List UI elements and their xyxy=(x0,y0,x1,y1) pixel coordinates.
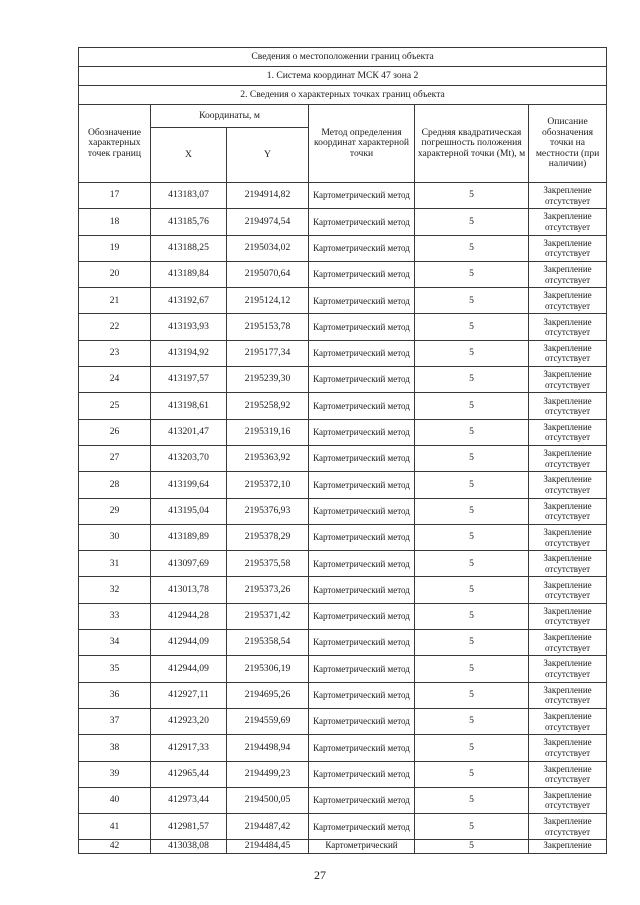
cell-point: 20 xyxy=(79,261,151,287)
cell-point: 34 xyxy=(79,630,151,656)
cell-point: 36 xyxy=(79,682,151,708)
header-method: Метод определения координат характерной точки xyxy=(309,105,415,183)
table-row xyxy=(79,340,607,366)
table-row xyxy=(79,551,607,577)
cell-x: 413199,64 xyxy=(151,472,227,498)
cell-y: 2195070,64 xyxy=(227,261,309,287)
cell-y: 2195258,92 xyxy=(227,393,309,419)
cell-point: 29 xyxy=(79,498,151,524)
cell-method: Картометрический метод xyxy=(309,603,415,629)
cell-method: Картометрический метод xyxy=(309,445,415,471)
header-y: Y xyxy=(227,128,309,183)
cell-x: 412927,11 xyxy=(151,682,227,708)
cell-error: 5 xyxy=(415,261,529,287)
cell-error: 5 xyxy=(415,498,529,524)
cell-description: Закрепление отсутствует xyxy=(529,314,607,340)
cell-x: 413183,07 xyxy=(151,183,227,209)
cell-point: 42 xyxy=(79,840,151,854)
cell-description: Закрепление отсутствует xyxy=(529,419,607,445)
cell-error: 5 xyxy=(415,288,529,314)
cell-point: 25 xyxy=(79,393,151,419)
cell-y: 2194500,05 xyxy=(227,787,309,813)
points-section-heading: 2. Сведения о характерных точках границ объекта xyxy=(79,86,607,105)
cell-point: 21 xyxy=(79,288,151,314)
cell-error: 5 xyxy=(415,577,529,603)
table-row xyxy=(79,603,607,629)
header-point: Обозначение характерных точек границ xyxy=(79,105,151,183)
table-title: Сведения о местоположении границ объекта xyxy=(79,48,607,67)
cell-method: Картометрический метод xyxy=(309,551,415,577)
cell-description: Закрепление отсутствует xyxy=(529,708,607,734)
cell-description: Закрепление отсутствует xyxy=(529,472,607,498)
table-row xyxy=(79,814,607,840)
cell-y: 2195239,30 xyxy=(227,367,309,393)
cell-method: Картометрический метод xyxy=(309,682,415,708)
table-row xyxy=(79,577,607,603)
cell-description: Закрепление отсутствует xyxy=(529,498,607,524)
cell-x: 412944,28 xyxy=(151,603,227,629)
cell-x: 412923,20 xyxy=(151,708,227,734)
cell-error: 5 xyxy=(415,682,529,708)
cell-method: Картометрический метод xyxy=(309,261,415,287)
cell-description: Закрепление xyxy=(529,840,607,854)
table-row xyxy=(79,498,607,524)
cell-method: Картометрический метод xyxy=(309,314,415,340)
table-row xyxy=(79,472,607,498)
boundary-coordinates-table xyxy=(78,47,607,854)
cell-error: 5 xyxy=(415,340,529,366)
cell-y: 2195124,12 xyxy=(227,288,309,314)
table-row xyxy=(79,735,607,761)
cell-method: Картометрический метод xyxy=(309,367,415,393)
cell-error: 5 xyxy=(415,603,529,629)
cell-x: 413097,69 xyxy=(151,551,227,577)
cell-method: Картометрический метод xyxy=(309,340,415,366)
cell-y: 2194487,42 xyxy=(227,814,309,840)
cell-description: Закрепление отсутствует xyxy=(529,656,607,682)
cell-description: Закрепление отсутствует xyxy=(529,787,607,813)
cell-method: Картометрический метод xyxy=(309,472,415,498)
cell-y: 2195306,19 xyxy=(227,656,309,682)
cell-error: 5 xyxy=(415,524,529,550)
cell-y: 2195373,26 xyxy=(227,577,309,603)
header-x: X xyxy=(151,128,227,183)
cell-point: 31 xyxy=(79,551,151,577)
cell-point: 26 xyxy=(79,419,151,445)
table-row xyxy=(79,656,607,682)
cell-point: 33 xyxy=(79,603,151,629)
cell-y: 2194498,94 xyxy=(227,735,309,761)
cell-description: Закрепление отсутствует xyxy=(529,577,607,603)
cell-x: 412944,09 xyxy=(151,630,227,656)
cell-error: 5 xyxy=(415,814,529,840)
cell-description: Закрепление отсутствует xyxy=(529,288,607,314)
cell-error: 5 xyxy=(415,209,529,235)
cell-method: Картометрический метод xyxy=(309,577,415,603)
cell-description: Закрепление отсутствует xyxy=(529,630,607,656)
table-row xyxy=(79,419,607,445)
cell-point: 30 xyxy=(79,524,151,550)
cell-y: 2194974,54 xyxy=(227,209,309,235)
cell-method: Картометрический метод xyxy=(309,656,415,682)
cell-description: Закрепление отсутствует xyxy=(529,340,607,366)
table-row xyxy=(79,682,607,708)
cell-point: 18 xyxy=(79,209,151,235)
cell-x: 413197,57 xyxy=(151,367,227,393)
cell-error: 5 xyxy=(415,735,529,761)
cell-y: 2194484,45 xyxy=(227,840,309,854)
cell-error: 5 xyxy=(415,840,529,854)
cell-error: 5 xyxy=(415,314,529,340)
cell-description: Закрепление отсутствует xyxy=(529,524,607,550)
cell-point: 37 xyxy=(79,708,151,734)
cell-error: 5 xyxy=(415,656,529,682)
header-error: Средняя квадратическая погрешность положения характерной точки (Mt), м xyxy=(415,105,529,183)
cell-point: 40 xyxy=(79,787,151,813)
cell-error: 5 xyxy=(415,708,529,734)
cell-point: 24 xyxy=(79,367,151,393)
cell-error: 5 xyxy=(415,445,529,471)
table-row xyxy=(79,209,607,235)
table-row xyxy=(79,524,607,550)
cell-point: 23 xyxy=(79,340,151,366)
coordinate-system-heading: 1. Система координат МСК 47 зона 2 xyxy=(79,67,607,86)
cell-y: 2194559,69 xyxy=(227,708,309,734)
cell-method: Картометрический метод xyxy=(309,235,415,261)
cell-x: 413194,92 xyxy=(151,340,227,366)
cell-point: 41 xyxy=(79,814,151,840)
cell-y: 2195372,10 xyxy=(227,472,309,498)
cell-x: 413185,76 xyxy=(151,209,227,235)
cell-x: 413013,78 xyxy=(151,577,227,603)
header-description: Описание обозначения точки на местности (при наличии) xyxy=(529,105,607,183)
cell-x: 412965,44 xyxy=(151,761,227,787)
cell-description: Закрепление отсутствует xyxy=(529,235,607,261)
cell-x: 413188,25 xyxy=(151,235,227,261)
cell-point: 22 xyxy=(79,314,151,340)
table-row xyxy=(79,393,607,419)
cell-method: Картометрический метод xyxy=(309,419,415,445)
cell-point: 35 xyxy=(79,656,151,682)
cell-method: Картометрический метод xyxy=(309,498,415,524)
cell-x: 412973,44 xyxy=(151,787,227,813)
cell-y: 2195153,78 xyxy=(227,314,309,340)
cell-method: Картометрический метод xyxy=(309,393,415,419)
cell-y: 2195177,34 xyxy=(227,340,309,366)
cell-error: 5 xyxy=(415,393,529,419)
cell-x: 412944,09 xyxy=(151,656,227,682)
cell-error: 5 xyxy=(415,472,529,498)
cell-point: 19 xyxy=(79,235,151,261)
table-row xyxy=(79,288,607,314)
cell-x: 413189,84 xyxy=(151,261,227,287)
cell-point: 39 xyxy=(79,761,151,787)
cell-y: 2195319,16 xyxy=(227,419,309,445)
table-row xyxy=(79,235,607,261)
table-row xyxy=(79,708,607,734)
cell-x: 413193,93 xyxy=(151,314,227,340)
cell-point: 27 xyxy=(79,445,151,471)
cell-error: 5 xyxy=(415,183,529,209)
page-number: 27 xyxy=(314,868,326,882)
table-row xyxy=(79,314,607,340)
cell-x: 413198,61 xyxy=(151,393,227,419)
cell-error: 5 xyxy=(415,235,529,261)
cell-description: Закрепление отсутствует xyxy=(529,682,607,708)
cell-error: 5 xyxy=(415,761,529,787)
cell-y: 2194914,82 xyxy=(227,183,309,209)
cell-description: Закрепление отсутствует xyxy=(529,814,607,840)
cell-method: Картометрический метод xyxy=(309,761,415,787)
cell-method: Картометрический метод xyxy=(309,183,415,209)
cell-description: Закрепление отсутствует xyxy=(529,183,607,209)
cell-description: Закрепление отсутствует xyxy=(529,735,607,761)
cell-method: Картометрический xyxy=(309,840,415,854)
header-coordinates: Координаты, м xyxy=(151,105,309,128)
cell-point: 32 xyxy=(79,577,151,603)
cell-error: 5 xyxy=(415,551,529,577)
cell-x: 413192,67 xyxy=(151,288,227,314)
cell-method: Картометрический метод xyxy=(309,814,415,840)
cell-x: 413203,70 xyxy=(151,445,227,471)
table-row xyxy=(79,183,607,209)
table-row xyxy=(79,630,607,656)
cell-error: 5 xyxy=(415,367,529,393)
table-row xyxy=(79,840,607,854)
cell-description: Закрепление отсутствует xyxy=(529,551,607,577)
cell-y: 2195358,54 xyxy=(227,630,309,656)
cell-x: 412917,33 xyxy=(151,735,227,761)
cell-method: Картометрический метод xyxy=(309,288,415,314)
cell-error: 5 xyxy=(415,787,529,813)
cell-error: 5 xyxy=(415,630,529,656)
cell-description: Закрепление отсутствует xyxy=(529,393,607,419)
cell-y: 2195376,93 xyxy=(227,498,309,524)
table-row xyxy=(79,787,607,813)
cell-method: Картометрический метод xyxy=(309,735,415,761)
cell-y: 2194695,26 xyxy=(227,682,309,708)
cell-point: 17 xyxy=(79,183,151,209)
cell-description: Закрепление отсутствует xyxy=(529,761,607,787)
cell-point: 28 xyxy=(79,472,151,498)
cell-y: 2195375,58 xyxy=(227,551,309,577)
cell-y: 2194499,23 xyxy=(227,761,309,787)
cell-y: 2195363,92 xyxy=(227,445,309,471)
cell-y: 2195371,42 xyxy=(227,603,309,629)
cell-x: 413195,04 xyxy=(151,498,227,524)
table-row xyxy=(79,261,607,287)
cell-method: Картометрический метод xyxy=(309,787,415,813)
cell-description: Закрепление отсутствует xyxy=(529,261,607,287)
cell-y: 2195034,02 xyxy=(227,235,309,261)
table-row xyxy=(79,761,607,787)
cell-method: Картометрический метод xyxy=(309,524,415,550)
cell-x: 413189,89 xyxy=(151,524,227,550)
cell-error: 5 xyxy=(415,419,529,445)
cell-x: 412981,57 xyxy=(151,814,227,840)
cell-description: Закрепление отсутствует xyxy=(529,445,607,471)
cell-y: 2195378,29 xyxy=(227,524,309,550)
cell-description: Закрепление отсутствует xyxy=(529,367,607,393)
cell-description: Закрепление отсутствует xyxy=(529,209,607,235)
cell-description: Закрепление отсутствует xyxy=(529,603,607,629)
cell-method: Картометрический метод xyxy=(309,209,415,235)
table-row xyxy=(79,367,607,393)
table-row xyxy=(79,445,607,471)
cell-method: Картометрический метод xyxy=(309,630,415,656)
cell-point: 38 xyxy=(79,735,151,761)
cell-x: 413201,47 xyxy=(151,419,227,445)
cell-x: 413038,08 xyxy=(151,840,227,854)
cell-method: Картометрический метод xyxy=(309,708,415,734)
